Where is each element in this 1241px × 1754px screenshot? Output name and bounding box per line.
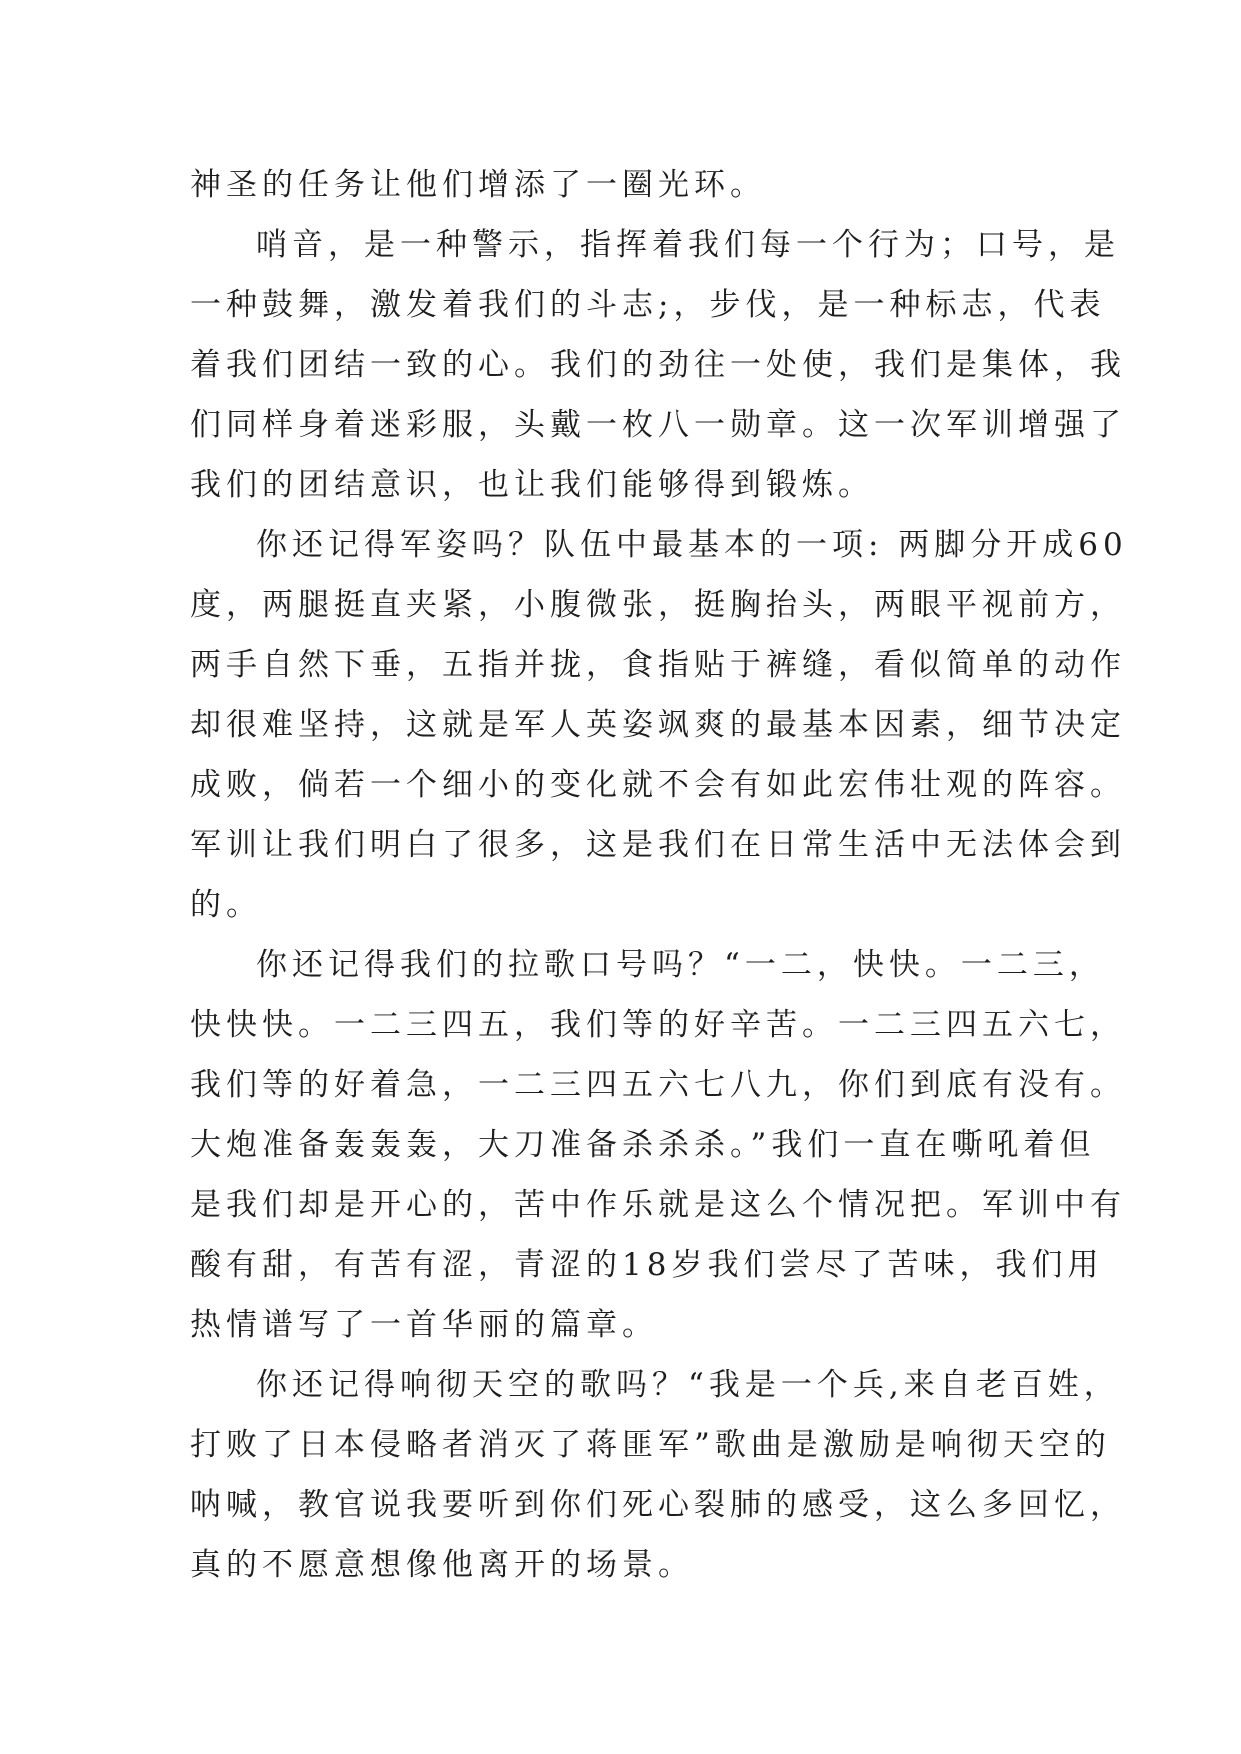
text-line: 酸有甜，有苦有涩，青涩的18岁我们尝尽了苦味，我们用 (190, 1247, 1104, 1283)
text-line: 热情谱写了一首华丽的篇章。 (190, 1307, 658, 1343)
text-line: 一种鼓舞，激发着我们的斗志;，步伐，是一种标志，代表 (190, 287, 1106, 323)
text-line: 成败，倘若一个细小的变化就不会有如此宏伟壮观的阵容。 (190, 767, 1126, 803)
text-line: 军训让我们明白了很多，这是我们在日常生活中无法体会到 (190, 827, 1126, 863)
text-line: 着我们团结一致的心。我们的劲往一处使，我们是集体，我 (190, 347, 1126, 383)
text-line: 神圣的任务让他们增添了一圈光环。 (190, 167, 766, 203)
text-line: 我们等的好着急，一二三四五六七八九，你们到底有没有。 (190, 1067, 1126, 1103)
text-line: 是我们却是开心的，苦中作乐就是这么个情况把。军训中有 (190, 1187, 1126, 1223)
text-line: 们同样身着迷彩服，头戴一枚八一勋章。这一次军训增强了 (190, 407, 1126, 443)
body-text (190, 155, 1128, 1595)
text-line: 的。 (190, 887, 262, 923)
text-line: 却很难坚持，这就是军人英姿飒爽的最基本因素，细节决定 (190, 707, 1126, 743)
text-line: 快快快。一二三四五，我们等的好辛苦。一二三四五六七， (190, 1007, 1126, 1043)
text-line: 真的不愿意想像他离开的场景。 (190, 1547, 694, 1583)
text-line: 呐喊，教官说我要听到你们死心裂肺的感受，这么多回忆， (190, 1487, 1126, 1523)
text-line: 你还记得军姿吗？队伍中最基本的一项: 两脚分开成60 (256, 527, 1128, 563)
text-line: 哨音，是一种警示，指挥着我们每一个行为；口号，是 (256, 227, 1120, 263)
text-line: 打败了日本侵略者消灭了蒋匪军”歌曲是激励是响彻天空的 (190, 1427, 1111, 1463)
text-line: 度，两腿挺直夹紧，小腹微张，挺胸抬头，两眼平视前方， (190, 587, 1126, 623)
text-line: 大炮准备轰轰轰，大刀准备杀杀杀。”我们一直在嘶吼着但 (190, 1127, 1096, 1163)
text-line: 你还记得我们的拉歌口号吗？“一二，快快。一二三， (256, 947, 1105, 983)
text-line: 你还记得响彻天空的歌吗？“我是一个兵,来自老百姓， (256, 1367, 1120, 1403)
text-line: 两手自然下垂，五指并拢，食指贴于裤缝，看似简单的动作 (190, 647, 1126, 683)
text-line: 我们的团结意识，也让我们能够得到锻炼。 (190, 467, 874, 503)
